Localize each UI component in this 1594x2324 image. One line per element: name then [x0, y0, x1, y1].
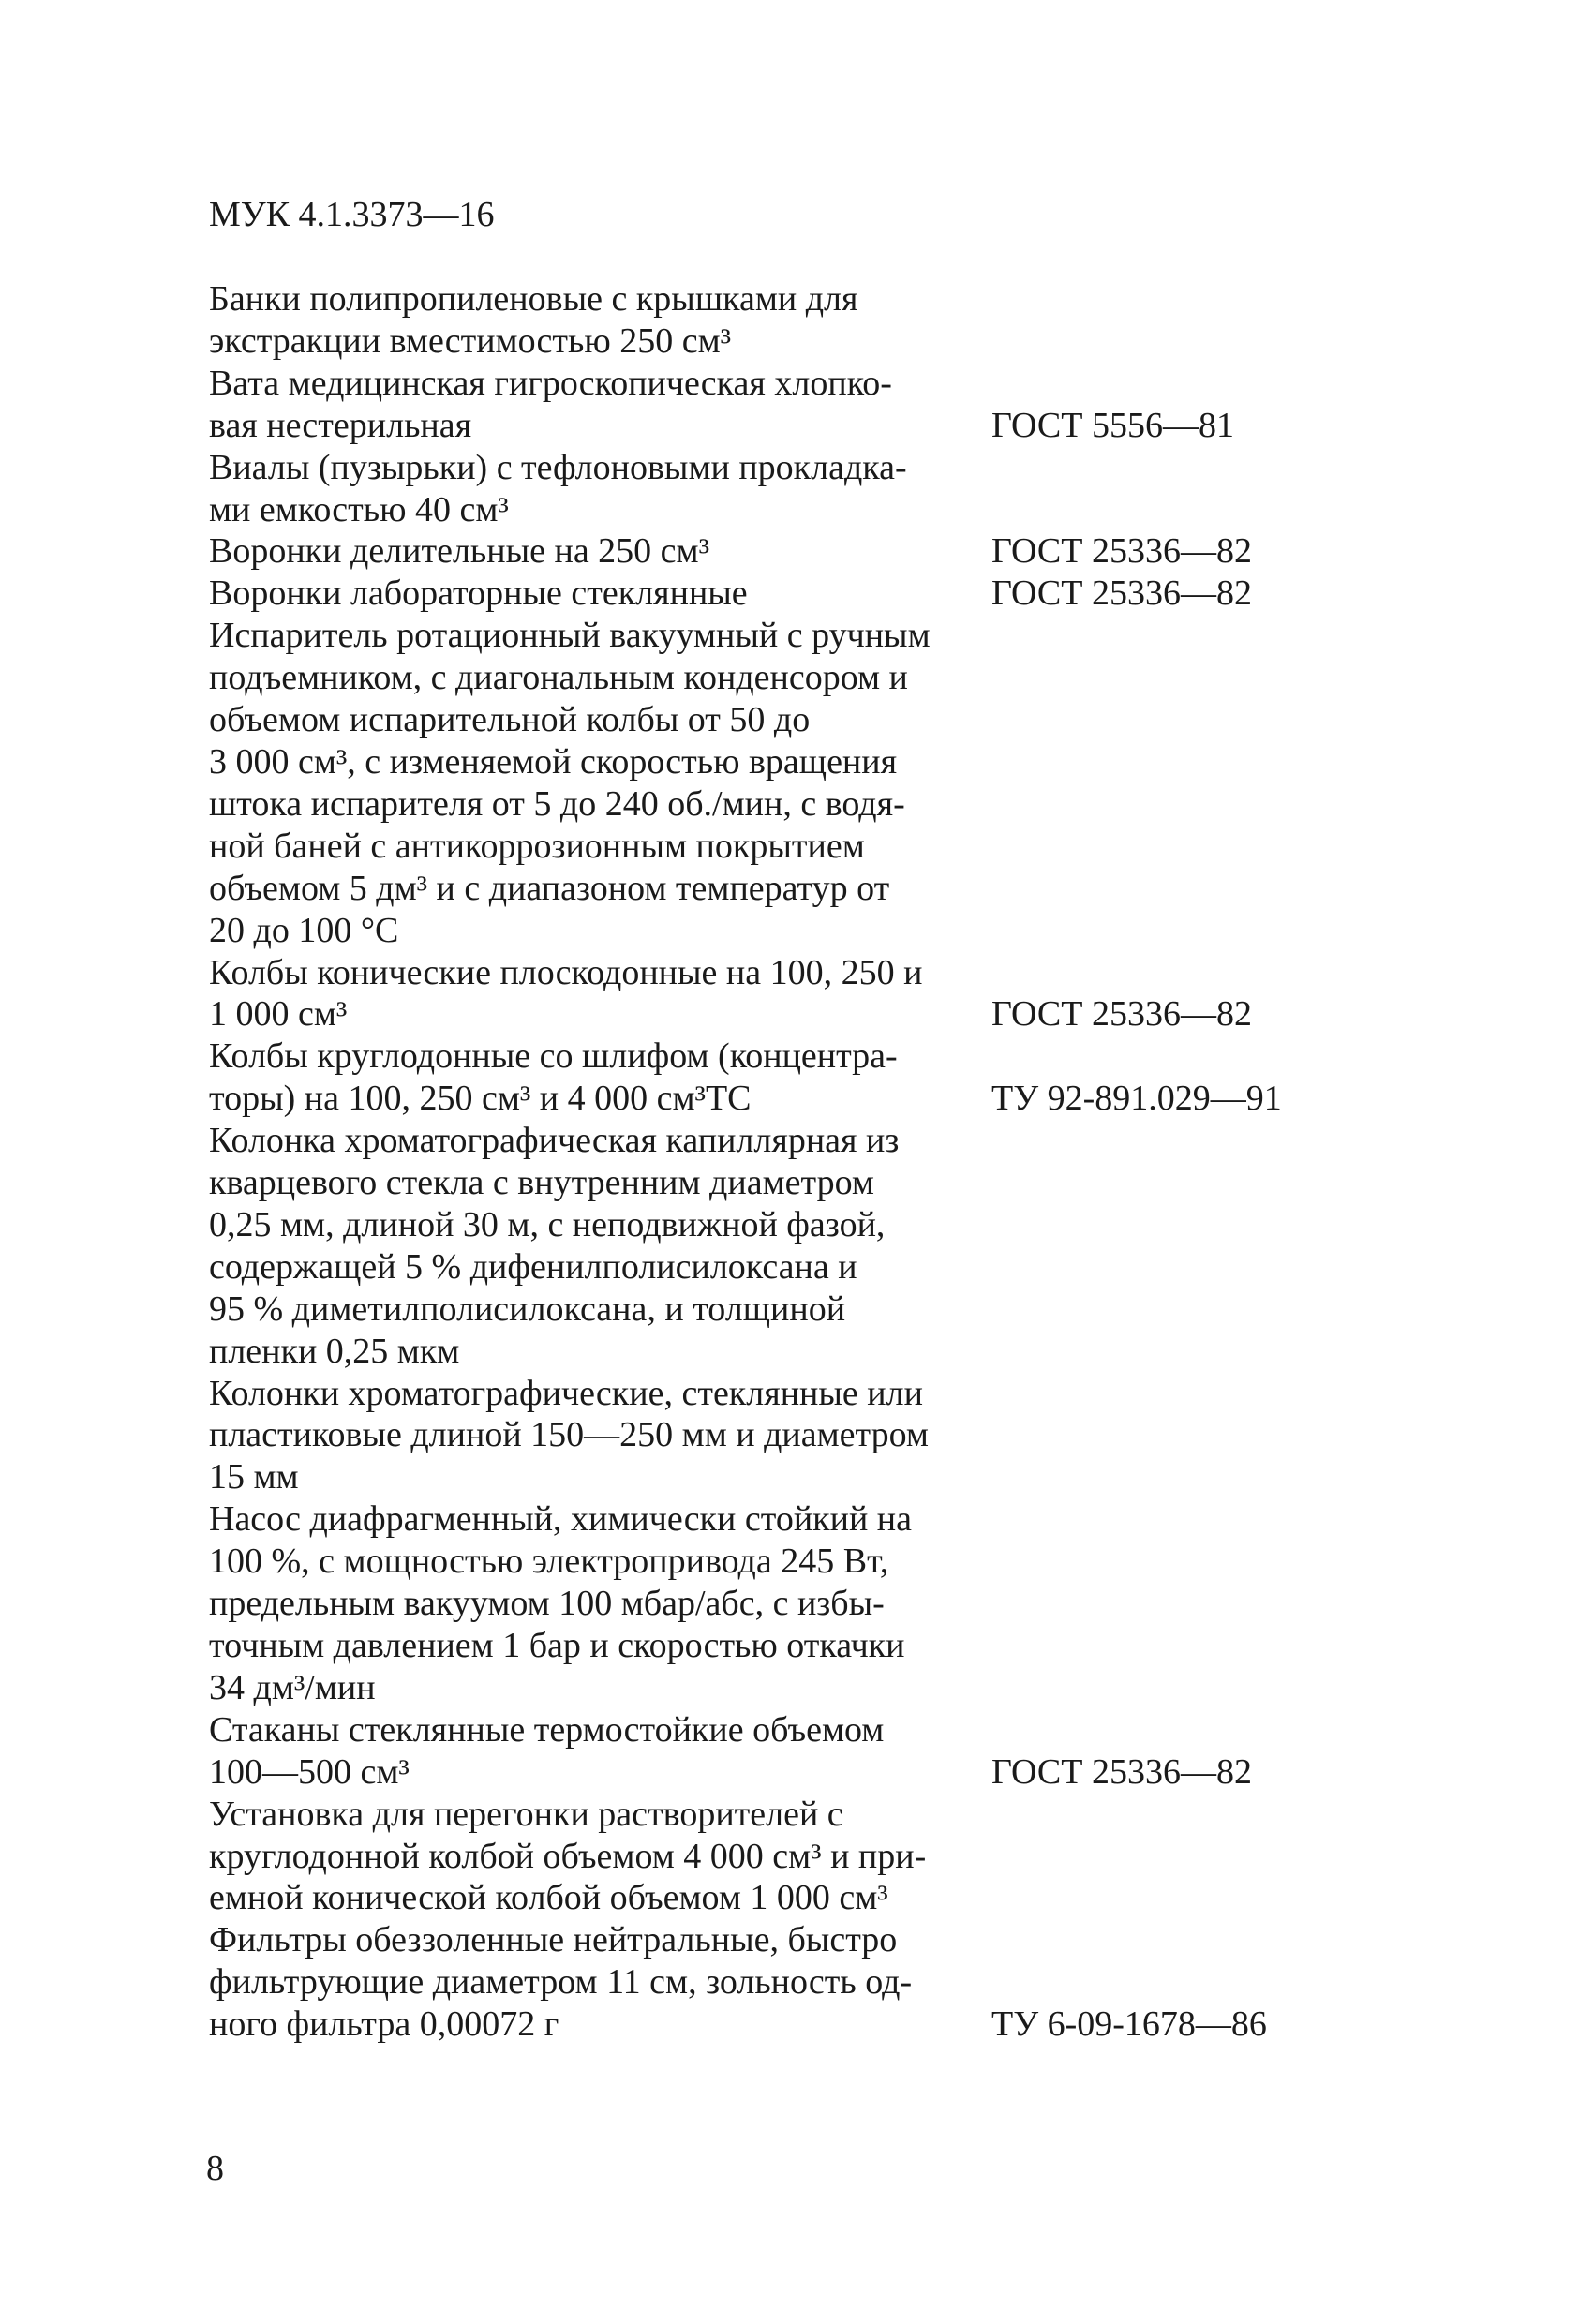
description-line: 100—500 см³: [209, 1751, 410, 1792]
item-description: [209, 1794, 991, 1920]
description-line: Фильтры обеззоленные нейтральные, быстро: [209, 1920, 898, 1960]
description-line: Воронки лабораторные стеклянные: [209, 574, 748, 614]
description-line: пленки 0,25 мкм: [209, 1331, 460, 1371]
item-description: [209, 1919, 991, 2046]
description-line: Испаритель ротационный вакуумный с ручным: [209, 616, 931, 656]
item-description: [209, 615, 991, 951]
equipment-list: [209, 278, 1380, 2046]
description-line: Насос диафрагменный, химически стойкий на: [209, 1499, 912, 1540]
description-line: Виалы (пузырьки) с тефлоновыми прокладка-: [209, 447, 907, 487]
equipment-item: [209, 615, 1380, 951]
description-line: Вата медицинская гигроскопическая хлопко-: [209, 363, 892, 403]
item-description: [209, 952, 991, 1036]
item-description: [209, 1120, 991, 1372]
equipment-item: [209, 1120, 1380, 1372]
description-line: объемом испарительной колбы от 50 до: [209, 700, 811, 740]
item-description: [209, 278, 991, 363]
description-line: вая нестерильная: [209, 405, 472, 445]
description-line: содержащей 5 % дифенилполисилоксана и: [209, 1246, 857, 1287]
description-line: фильтрующие диаметром 11 см, зольность од-: [209, 1962, 913, 2003]
description-line: круглодонной колбой объемом 4 000 см³ и при-: [209, 1836, 927, 1876]
equipment-item: [209, 363, 1380, 447]
item-description: [209, 573, 991, 615]
item-description: [209, 1709, 991, 1794]
equipment-item: [209, 1709, 1380, 1794]
item-description: [209, 1498, 991, 1709]
description-line: 34 дм³/мин: [209, 1667, 376, 1707]
item-description: [209, 1373, 991, 1499]
description-line: Воронки делительные на 250 см³: [209, 531, 709, 572]
description-line: 95 % диметилполисилоксана, и толщиной: [209, 1289, 846, 1329]
description-line: 1 000 см³: [209, 994, 348, 1035]
description-line: 0,25 мм, длиной 30 м, с неподвижной фазой,: [209, 1204, 886, 1244]
description-line: экстракции вместимостью 250 см³: [209, 320, 732, 361]
description-line: Колбы круглодонные со шлифом (концентра-: [209, 1036, 898, 1077]
document-id: МУК 4.1.3373—16: [209, 195, 495, 234]
item-description: [209, 1035, 991, 1120]
description-line: торы) на 100, 250 см³ и 4 000 см³ТС: [209, 1079, 752, 1119]
description-line: ми емкостью 40 см³: [209, 489, 509, 529]
item-description: [209, 363, 991, 447]
item-standard: ГОСТ 5556—81: [991, 405, 1234, 445]
description-line: пластиковые длиной 150—250 мм и диаметром: [209, 1415, 929, 1455]
description-line: 20 до 100 °С: [209, 910, 399, 950]
description-line: ного фильтра 0,00072 г: [209, 2004, 559, 2045]
description-line: предельным вакуумом 100 мбар/абс, с избы-: [209, 1584, 885, 1624]
description-line: подъемником, с диагональным конденсором и: [209, 658, 908, 698]
description-line: Колонка хроматографическая капиллярная из: [209, 1121, 900, 1161]
description-line: ной баней с антикоррозионным покрытием: [209, 826, 865, 866]
description-line: Установка для перегонки растворителей с: [209, 1794, 843, 1834]
item-standard: ТУ 6-09-1678—86: [991, 2004, 1267, 2045]
description-line: 15 мм: [209, 1457, 299, 1497]
description-line: Банки полипропиленовые с крышками для: [209, 279, 858, 319]
item-standard: ГОСТ 25336—82: [991, 531, 1252, 572]
equipment-item: [209, 1919, 1380, 2046]
equipment-item: [209, 1498, 1380, 1709]
item-description: [209, 447, 991, 531]
item-description: [209, 530, 991, 573]
equipment-item: [209, 530, 1380, 573]
description-line: кварцевого стекла с внутренним диаметром: [209, 1163, 874, 1203]
item-standard: ГОСТ 25336—82: [991, 574, 1252, 614]
equipment-item: [209, 1373, 1380, 1499]
description-line: 100 %, с мощностью электропривода 245 Вт,: [209, 1542, 889, 1582]
equipment-item: [209, 573, 1380, 615]
equipment-item: [209, 1035, 1380, 1120]
page-number: 8: [206, 2149, 224, 2188]
item-standard: ГОСТ 25336—82: [991, 1751, 1252, 1792]
description-line: 3 000 см³, с изменяемой скоростью вращения: [209, 741, 898, 782]
description-line: емной конической колбой объемом 1 000 см³: [209, 1878, 888, 1918]
description-line: штока испарителя от 5 до 240 об./мин, с водя-: [209, 783, 905, 824]
item-standard: ТУ 92-891.029—91: [991, 1079, 1282, 1119]
item-standard: ГОСТ 25336—82: [991, 994, 1252, 1035]
description-line: точным давлением 1 бар и скоростью откачки: [209, 1626, 905, 1665]
description-line: Стаканы стеклянные термостойкие объемом: [209, 1709, 885, 1750]
equipment-item: [209, 1794, 1380, 1920]
description-line: объемом 5 дм³ и с диапазоном температур от: [209, 868, 890, 908]
equipment-item: [209, 447, 1380, 531]
description-line: Колбы конические плоскодонные на 100, 250 и: [209, 952, 923, 992]
equipment-item: [209, 952, 1380, 1036]
description-line: Колонки хроматографические, стеклянные или: [209, 1373, 923, 1413]
equipment-item: [209, 278, 1380, 363]
